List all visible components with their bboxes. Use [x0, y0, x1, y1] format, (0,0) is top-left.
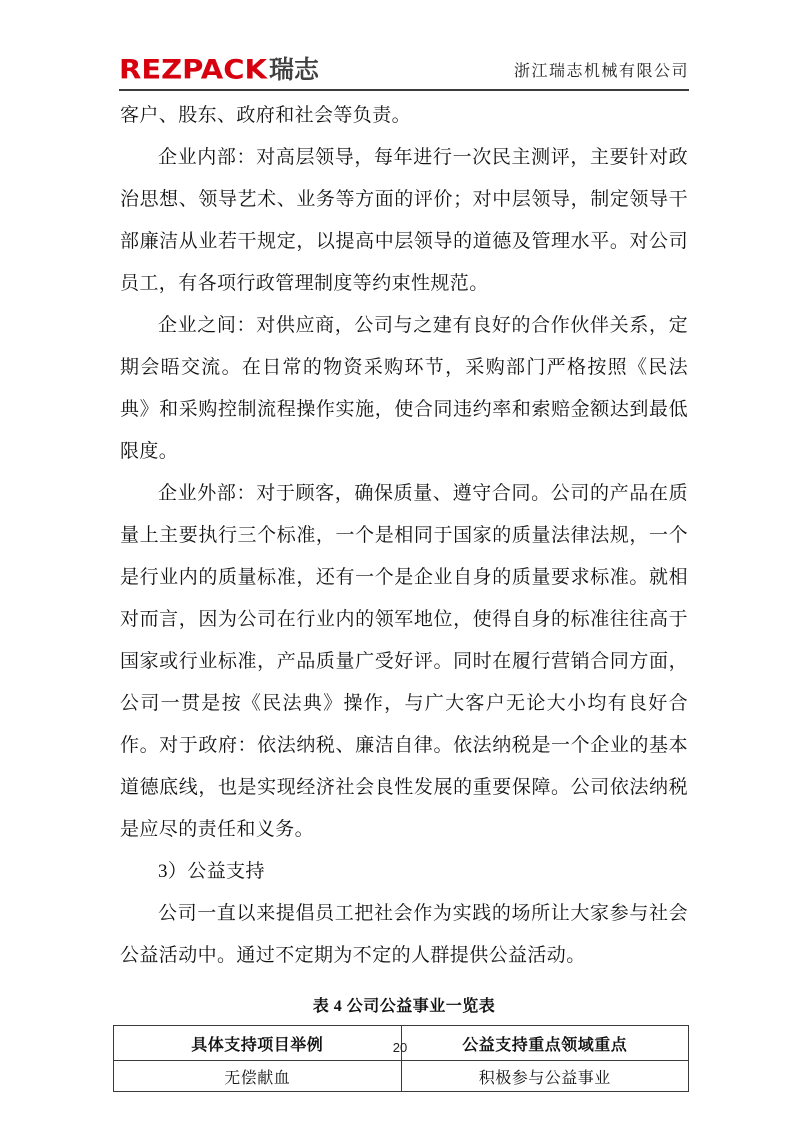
paragraph-continuation: 客户、股东、政府和社会等负责。: [120, 105, 412, 126]
table-header-cell-project: 具体支持项目举例: [114, 1026, 402, 1061]
paragraph-internal: 企业内部：对高层领导，每年进行一次民主测评，主要针对政治思想、领导艺术、业务等方面的评价；对中层领导，制定领导干部廉洁从业若干规定，以提高中层领导的道德及管理水平。对公司员工，有各项行政管理制度等约束性规范。: [120, 147, 688, 294]
company-name: 浙江瑞志机械有限公司: [513, 63, 689, 80]
page-header: [119, 0, 689, 91]
charity-table: [113, 1025, 689, 1092]
paragraph-external: 企业外部：对于顾客，确保质量、遵守合同。公司的产品在质量上主要执行三个标准，一个是相同于国家的质量法律法规，一个是行业内的质量标准，还有一个是企业自身的质量要求标准。就相对而言，因为公司在行业内的领军地位，使得自身的标准往往高于国家或行业标准，产品质量广受好评。同时在履行营销合同方面，公司一贯是按《民法典》操作，与广大客户无论大小均有良好合作。对于政府：依法纳税、廉洁自律。依法纳税是一个企业的基本道德底线，也是实现经济社会良性发展的重要保障。公司依法纳税是应尽的责任和义务。: [120, 483, 688, 840]
table-row: [114, 1061, 689, 1092]
paragraph-between-enterprises: 企业之间：对供应商，公司与之建有良好的合作伙伴关系，定期会晤交流。在日常的物资采购环节，采购部门严格按照《民法典》和采购控制流程操作实施，使合同违约率和索赔金额达到最低限度。: [120, 315, 688, 462]
table-header-cell-focus: 公益支持重点领域重点: [401, 1026, 689, 1061]
page-footer: [0, 1039, 800, 1057]
brand-latin-text: REZPACK: [119, 53, 267, 85]
table-cell-project: 无偿献血: [114, 1061, 402, 1092]
brand-chinese-text: 瑞志: [268, 55, 319, 84]
page-number: 20: [392, 1040, 408, 1055]
table-cell-focus: 积极参与公益事业: [401, 1061, 689, 1092]
section-heading-public-welfare: 3）公益支持: [158, 861, 265, 882]
table-caption: 表 4 公司公益事业一览表: [312, 998, 496, 1015]
company-logo: [119, 54, 319, 83]
main-content: [120, 95, 688, 1092]
paragraph-public-welfare: 公司一直以来提倡员工把社会作为实践的场所让大家参与社会公益活动中。通过不定期为不定的人群提供公益活动。: [120, 903, 688, 966]
